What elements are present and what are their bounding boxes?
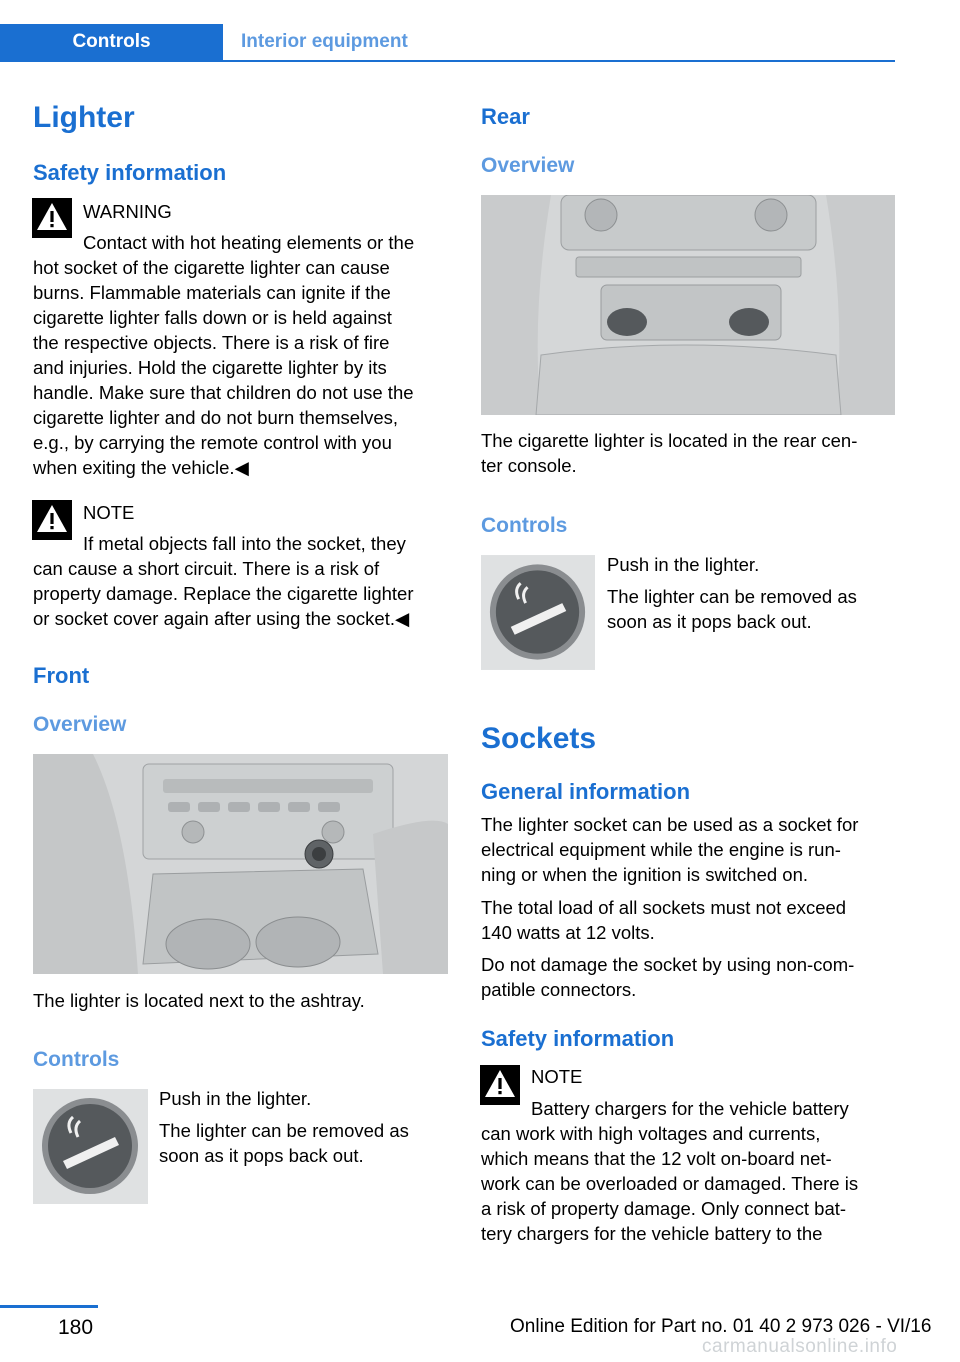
text-line: property damage. Replace the cigarette lighter <box>33 583 414 604</box>
front-overview-heading: Overview <box>33 713 127 736</box>
warning-icon <box>32 198 72 238</box>
rear-overview-heading: Overview <box>481 154 575 177</box>
warning-icon <box>32 500 72 540</box>
sockets-title: Sockets <box>481 722 597 755</box>
text-line: can work with high voltages and currents, <box>481 1123 821 1144</box>
front-console-image <box>33 754 448 974</box>
text-line: The lighter socket can be used as a socket for <box>481 814 859 835</box>
note-text <box>33 556 453 631</box>
rear-caption-2: ter console. <box>481 455 577 476</box>
text-line: 140 watts at 12 volts. <box>481 922 655 943</box>
total-load-text <box>481 895 901 945</box>
front-controls-text-1: Push in the lighter. <box>159 1088 312 1109</box>
header-divider <box>0 60 895 62</box>
rear-controls-heading: Controls <box>481 514 568 537</box>
lighter-button-image <box>33 1089 148 1204</box>
text-line: the respective objects. There is a risk of fire <box>33 332 390 353</box>
text-line: tery chargers for the vehicle battery to the <box>481 1223 823 1244</box>
general-information-text <box>481 812 901 887</box>
text-line: hot socket of the cigarette lighter can cause <box>33 257 390 278</box>
note-label: NOTE <box>531 1066 583 1087</box>
page-number: 180 <box>58 1316 94 1339</box>
warning-icon <box>480 1065 520 1105</box>
rear-console-image <box>481 195 895 415</box>
rear-heading: Rear <box>481 104 530 129</box>
tab-interior-equipment[interactable]: Interior equipment <box>241 31 408 52</box>
text-line: and injuries. Hold the cigarette lighter by its <box>33 357 387 378</box>
safety-information-heading: Safety information <box>33 160 227 185</box>
general-information-heading: General information <box>481 779 691 804</box>
edition-info: Online Edition for Part no. 01 40 2 973 026 - VI/16 <box>510 1316 932 1337</box>
sockets-safety-heading: Safety information <box>481 1026 675 1051</box>
socket-damage-text <box>481 952 901 1002</box>
text-line: Do not damage the socket by using non-com‐ <box>481 954 855 975</box>
rear-caption-1: The cigarette lighter is located in the rear cen‐ <box>481 430 858 451</box>
warning-label: WARNING <box>83 201 172 222</box>
footer-divider <box>0 1305 98 1308</box>
watermark: carmanualsonline.info <box>702 1336 898 1357</box>
text-line: a risk of property damage. Only connect bat‐ <box>481 1198 847 1219</box>
note-text-first: Battery chargers for the vehicle battery <box>531 1098 849 1119</box>
lighter-title: Lighter <box>33 101 135 134</box>
text-line: e.g., by carrying the remote control with you <box>33 432 392 453</box>
text-line: when exiting the vehicle.◀ <box>33 457 249 478</box>
front-controls-text-2: The lighter can be removed as <box>159 1120 409 1141</box>
text-line: work can be overloaded or damaged. There is <box>481 1173 859 1194</box>
tab-controls[interactable]: Controls <box>0 24 223 60</box>
warning-text-first: Contact with hot heating elements or the <box>83 232 415 253</box>
note-text-first: If metal objects fall into the socket, they <box>83 533 406 554</box>
text-line: cigarette lighter falls down or is held against <box>33 307 392 328</box>
text-line: cigarette lighter and do not burn themselves, <box>33 407 399 428</box>
text-line: handle. Make sure that children do not use the <box>33 382 414 403</box>
text-line: The total load of all sockets must not exceed <box>481 897 847 918</box>
rear-controls-text-3: soon as it pops back out. <box>607 611 812 632</box>
front-controls-text-3: soon as it pops back out. <box>159 1145 364 1166</box>
rear-controls-text-1: Push in the lighter. <box>607 554 760 575</box>
text-line: can cause a short circuit. There is a risk of <box>33 558 380 579</box>
front-caption: The lighter is located next to the ashtray. <box>33 990 365 1011</box>
front-heading: Front <box>33 663 90 688</box>
text-line: or socket cover again after using the socket.◀ <box>33 608 410 629</box>
text-line: electrical equipment while the engine is run‐ <box>481 839 841 860</box>
text-line: patible connectors. <box>481 979 637 1000</box>
note-text <box>481 1121 901 1246</box>
front-controls-heading: Controls <box>33 1048 120 1071</box>
text-line: burns. Flammable materials can ignite if the <box>33 282 391 303</box>
rear-controls-text-2: The lighter can be removed as <box>607 586 857 607</box>
lighter-button-image <box>481 555 595 670</box>
text-line: which means that the 12 volt on-board net‐ <box>481 1148 832 1169</box>
warning-text <box>33 255 453 480</box>
text-line: ning or when the ignition is switched on. <box>481 864 809 885</box>
note-label: NOTE <box>83 502 135 523</box>
